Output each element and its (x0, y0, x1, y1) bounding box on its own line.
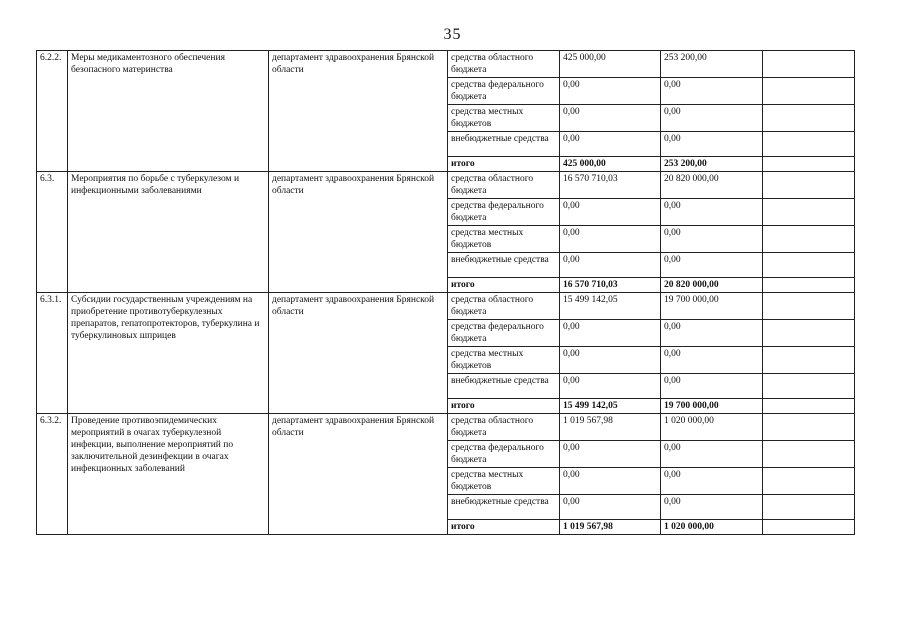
table-row (37, 172, 855, 199)
item-number: 6.2.2. (37, 51, 68, 172)
amount-col2: 253 200,00 (661, 51, 763, 78)
budget-table (36, 50, 855, 535)
item-title: Меры медикаментозного обеспечения безопасного материнства (68, 51, 269, 172)
item-number: 6.3.1. (37, 293, 68, 414)
item-title: Субсидии государственным учреждениям на приобретение противотуберкулезных препаратов, гепатопротекторов, туберкулина и туберкулиновых шприцев (68, 293, 269, 414)
empty-cell (763, 468, 855, 495)
item-number: 6.3.2. (37, 414, 68, 535)
amount-col2: 20 820 000,00 (661, 172, 763, 199)
table-row (37, 414, 855, 441)
item-department: департамент здравоохранения Брянской области (269, 414, 448, 535)
total-label: итого (448, 157, 560, 172)
amount-col1: 0,00 (560, 199, 661, 226)
amount-col1: 15 499 142,05 (560, 293, 661, 320)
funding-source: средства федерального бюджета (448, 441, 560, 468)
amount-col1: 0,00 (560, 347, 661, 374)
item-department: департамент здравоохранения Брянской области (269, 172, 448, 293)
amount-col2: 0,00 (661, 226, 763, 253)
amount-col1: 16 570 710,03 (560, 172, 661, 199)
amount-col1: 0,00 (560, 253, 661, 278)
empty-cell (763, 253, 855, 278)
amount-col2: 0,00 (661, 132, 763, 157)
total-col1: 16 570 710,03 (560, 278, 661, 293)
amount-col2: 0,00 (661, 468, 763, 495)
item-department: департамент здравоохранения Брянской области (269, 51, 448, 172)
total-col1: 425 000,00 (560, 157, 661, 172)
funding-source: внебюджетные средства (448, 495, 560, 520)
empty-cell (763, 226, 855, 253)
funding-source: средства федерального бюджета (448, 320, 560, 347)
funding-source: внебюджетные средства (448, 253, 560, 278)
total-col2: 253 200,00 (661, 157, 763, 172)
empty-cell (763, 441, 855, 468)
funding-source: средства местных бюджетов (448, 105, 560, 132)
funding-source: средства областного бюджета (448, 414, 560, 441)
funding-source: средства местных бюджетов (448, 226, 560, 253)
amount-col1: 0,00 (560, 441, 661, 468)
funding-source: внебюджетные средства (448, 374, 560, 399)
amount-col1: 0,00 (560, 78, 661, 105)
empty-cell (763, 132, 855, 157)
amount-col2: 0,00 (661, 320, 763, 347)
total-col2: 1 020 000,00 (661, 520, 763, 535)
empty-cell (763, 320, 855, 347)
amount-col2: 0,00 (661, 78, 763, 105)
item-number: 6.3. (37, 172, 68, 293)
amount-col1: 0,00 (560, 374, 661, 399)
empty-cell (763, 293, 855, 320)
amount-col2: 19 700 000,00 (661, 293, 763, 320)
funding-source: средства федерального бюджета (448, 199, 560, 226)
total-col1: 1 019 567,98 (560, 520, 661, 535)
amount-col2: 0,00 (661, 199, 763, 226)
empty-cell (763, 105, 855, 132)
item-title: Мероприятия по борьбе с туберкулезом и инфекционными заболеваниями (68, 172, 269, 293)
empty-cell (763, 347, 855, 374)
amount-col1: 0,00 (560, 132, 661, 157)
funding-source: средства местных бюджетов (448, 468, 560, 495)
total-col2: 19 700 000,00 (661, 399, 763, 414)
amount-col1: 0,00 (560, 495, 661, 520)
empty-cell (763, 199, 855, 226)
empty-cell (763, 374, 855, 399)
funding-source: средства местных бюджетов (448, 347, 560, 374)
total-col1: 15 499 142,05 (560, 399, 661, 414)
empty-cell (763, 51, 855, 78)
amount-col1: 0,00 (560, 320, 661, 347)
empty-cell (763, 520, 855, 535)
empty-cell (763, 278, 855, 293)
amount-col1: 0,00 (560, 468, 661, 495)
empty-cell (763, 78, 855, 105)
funding-source: средства областного бюджета (448, 293, 560, 320)
empty-cell (763, 157, 855, 172)
empty-cell (763, 399, 855, 414)
amount-col2: 0,00 (661, 495, 763, 520)
amount-col2: 0,00 (661, 374, 763, 399)
total-col2: 20 820 000,00 (661, 278, 763, 293)
amount-col2: 0,00 (661, 441, 763, 468)
total-label: итого (448, 278, 560, 293)
empty-cell (763, 172, 855, 199)
item-title: Проведение противоэпидемических мероприятий в очагах туберкулезной инфекции, выполнение мероприятий по заключительной дезинфекции в очагах инфекционных заболеваний (68, 414, 269, 535)
item-department: департамент здравоохранения Брянской области (269, 293, 448, 414)
empty-cell (763, 495, 855, 520)
amount-col1: 425 000,00 (560, 51, 661, 78)
amount-col1: 0,00 (560, 226, 661, 253)
funding-source: внебюджетные средства (448, 132, 560, 157)
table-row (37, 293, 855, 320)
funding-source: средства федерального бюджета (448, 78, 560, 105)
funding-source: средства областного бюджета (448, 51, 560, 78)
amount-col1: 1 019 567,98 (560, 414, 661, 441)
empty-cell (763, 414, 855, 441)
total-label: итого (448, 399, 560, 414)
funding-source: средства областного бюджета (448, 172, 560, 199)
amount-col1: 0,00 (560, 105, 661, 132)
page-number: 35 (443, 26, 462, 43)
amount-col2: 0,00 (661, 347, 763, 374)
table-row (37, 51, 855, 78)
amount-col2: 1 020 000,00 (661, 414, 763, 441)
total-label: итого (448, 520, 560, 535)
amount-col2: 0,00 (661, 253, 763, 278)
amount-col2: 0,00 (661, 105, 763, 132)
